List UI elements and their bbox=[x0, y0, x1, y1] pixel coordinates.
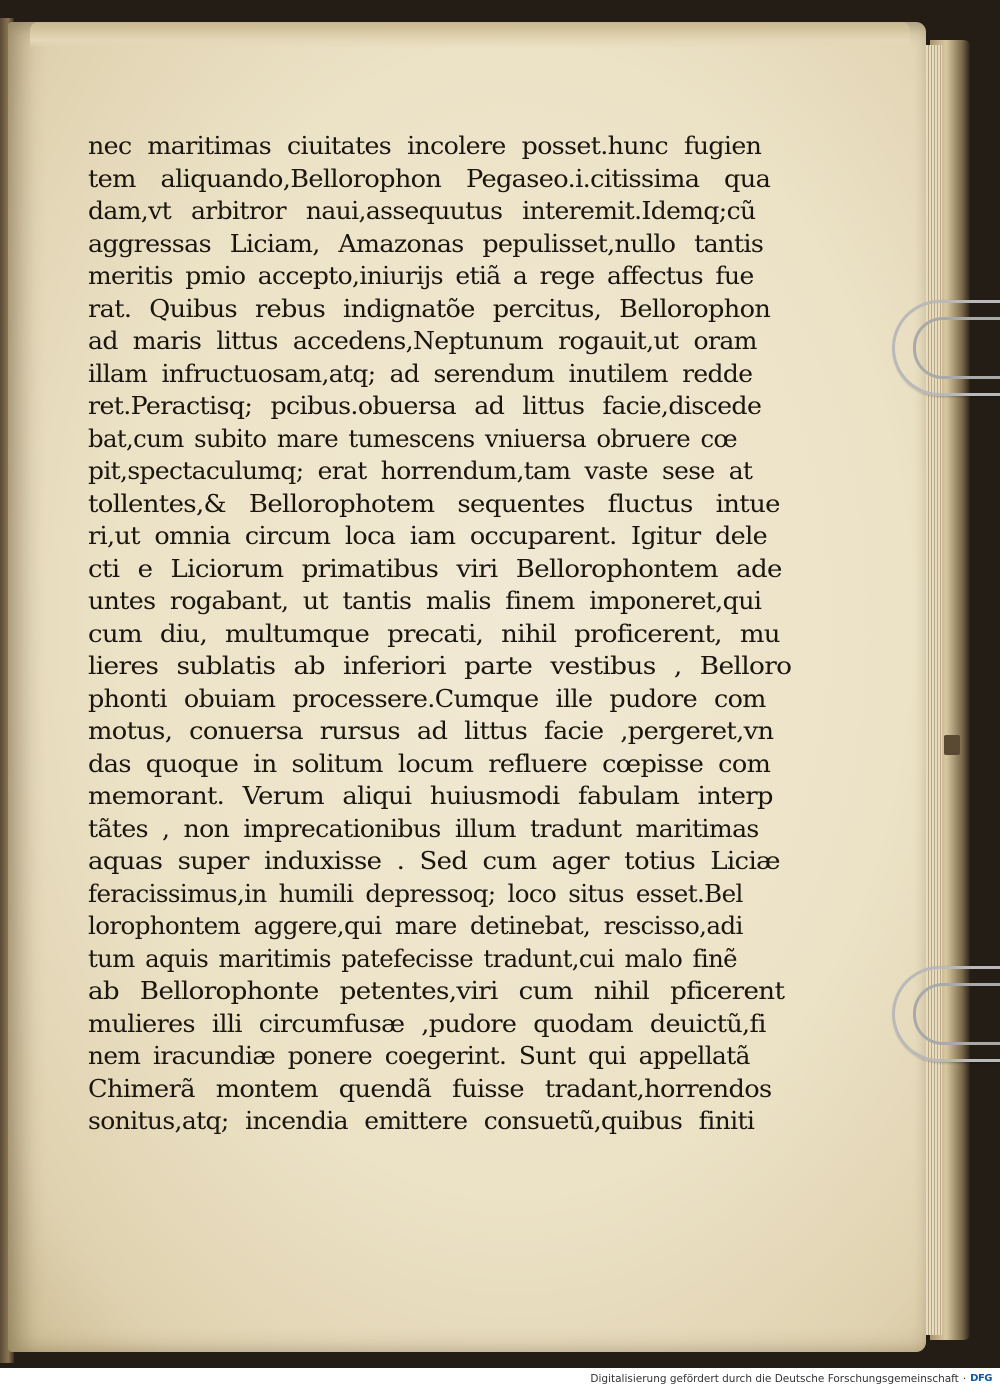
text-line: lorophontem aggere,qui mare detinebat, rescisso,adi bbox=[88, 912, 743, 940]
text-line: tollentes,& Bellorophotem sequentes fluctus intue bbox=[88, 489, 780, 518]
text-line: ab Bellorophonte petentes,viri cum nihil pficerent bbox=[88, 977, 785, 1005]
page-top-fold bbox=[30, 22, 910, 48]
text-line: feracissimus,in humili depressoq; loco situs esset.Bel bbox=[88, 879, 743, 908]
text-line: bat,cum subito mare tumescens vniuersa obruere cœ bbox=[88, 424, 737, 453]
text-line: lieres sublatis ab inferiori parte vestibus , Belloro bbox=[88, 652, 792, 680]
funding-credit: Digitalisierung gefördert durch die Deutsche Forschungsgemeinschaft bbox=[590, 1372, 959, 1385]
text-line: mulieres illi circumfusæ ,pudore quodam deuictũ,fi bbox=[88, 1009, 766, 1038]
text-line: phonti obuiam processere.Cumque ille pudore com bbox=[88, 684, 766, 713]
text-line: nec maritimas ciuitates incolere posset.hunc fugien bbox=[88, 132, 762, 160]
text-line: ri,ut omnia circum loca iam occuparent. Igitur dele bbox=[88, 522, 768, 550]
text-line: nem iracundiæ ponere coegerint. Sunt qui appellatã bbox=[88, 1042, 750, 1070]
page-text-block bbox=[88, 130, 792, 1138]
text-line: ad maris littus accedens,Neptunum rogauit,ut oram bbox=[88, 327, 757, 355]
text-line: Chimerã montem quendã fuisse tradant,horrendos bbox=[88, 1074, 772, 1103]
text-line: cti e Liciorum primatibus viri Bellorophontem ade bbox=[88, 554, 782, 583]
text-line: das quoque in solitum locum refluere cœpisse com bbox=[88, 749, 771, 778]
paper-clip-icon bbox=[892, 966, 1000, 1062]
text-line: aggressas Liciam, Amazonas pepulisset,nullo tantis bbox=[88, 229, 764, 258]
footer-separator: · bbox=[962, 1372, 967, 1385]
text-line: illam infructuosam,atq; ad serendum inutilem redde bbox=[88, 359, 753, 388]
text-line: ret.Peractisq; pcibus.obuersa ad littus facie,discede bbox=[88, 392, 762, 420]
text-line: motus, conuersa rursus ad littus facie ,pergeret,vn bbox=[88, 717, 774, 745]
text-line: untes rogabant, ut tantis malis finem imponeret,qui bbox=[88, 587, 762, 615]
text-line: rat. Quibus rebus indignatõe percitus, Bellorophon bbox=[88, 294, 771, 323]
text-line: tum aquis maritimis patefecisse tradunt,cui malo finẽ bbox=[88, 944, 737, 973]
dfg-logo-icon: DFG bbox=[970, 1373, 992, 1384]
page-tab-marker bbox=[944, 735, 960, 755]
text-line: aquas super induxisse . Sed cum ager totius Liciæ bbox=[88, 847, 780, 875]
text-line: tem aliquando,Bellorophon Pegaseo.i.citissima qua bbox=[88, 164, 771, 193]
text-line: dam,vt arbitror naui,assequutus interemit.Idemq;cũ bbox=[88, 197, 756, 225]
paper-clip-icon bbox=[892, 300, 1000, 396]
footer-bar bbox=[0, 1368, 1000, 1389]
text-line: cum diu, multumque precati, nihil proficerent, mu bbox=[88, 619, 780, 648]
text-line: meritis pmio accepto,iniurijs etiã a rege affectus fue bbox=[88, 262, 754, 290]
text-line: memorant. Verum aliqui huiusmodi fabulam interp bbox=[88, 782, 773, 810]
text-line: tãtes , non imprecationibus illum tradunt maritimas bbox=[88, 814, 759, 843]
text-line: sonitus,atq; incendia emittere consuetũ,quibus finiti bbox=[88, 1107, 755, 1135]
text-line: pit,spectaculumq; erat horrendum,tam vaste sese at bbox=[88, 457, 753, 485]
